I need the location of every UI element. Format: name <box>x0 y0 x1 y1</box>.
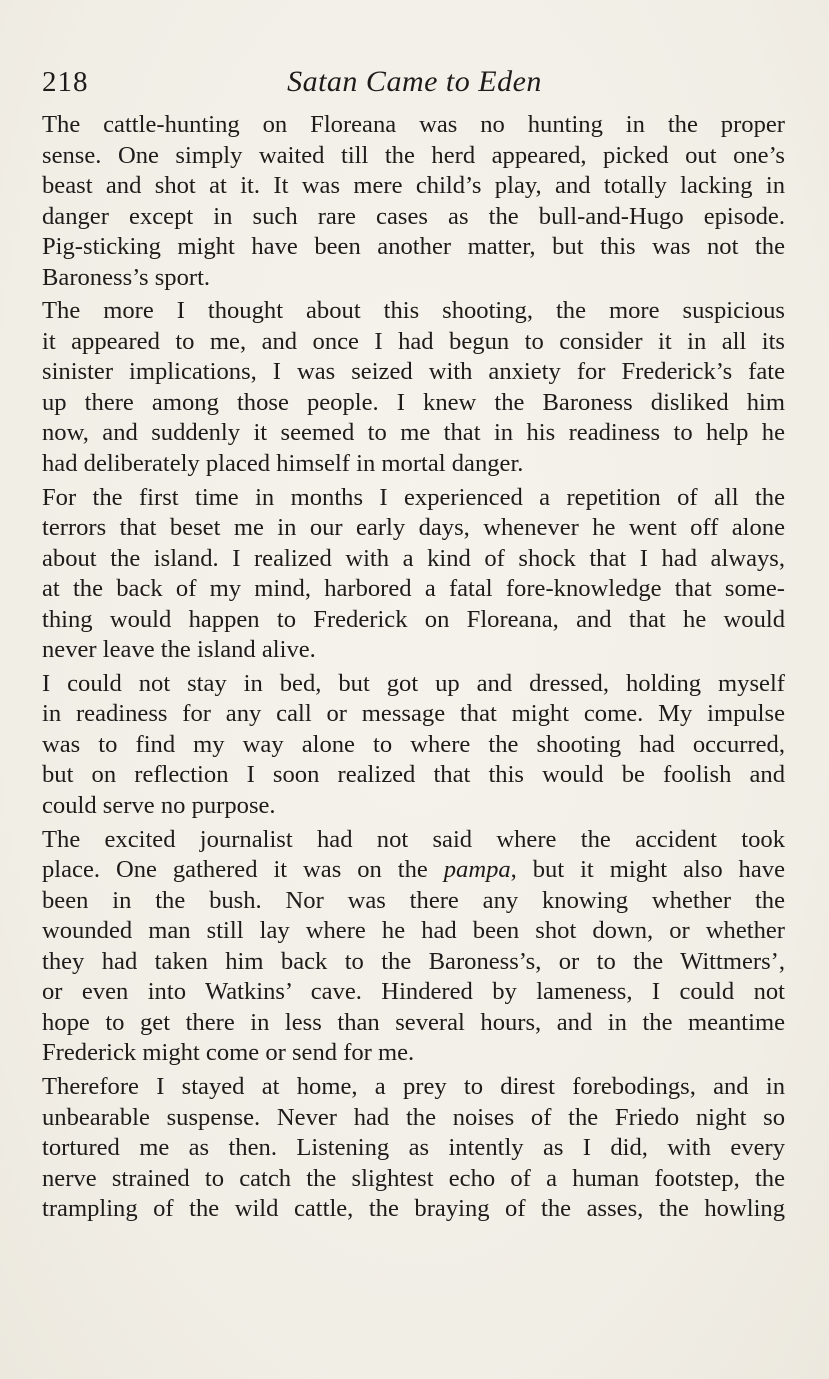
text-line: The more I thought about this shooting, the more suspicious <box>42 297 785 325</box>
text-line: now, and suddenly it seemed to me that in his readiness to help he <box>42 419 785 447</box>
text-line: sense. One simply waited till the herd appeared, picked out one’s <box>42 141 785 169</box>
text-line: they had taken him back to the Baroness’s, or to the Wittmers’, <box>42 947 785 975</box>
text-line-with-italic <box>42 855 785 886</box>
text-line: never leave the island alive. <box>42 636 316 664</box>
paragraph-5 <box>42 825 785 1069</box>
text-line: about the island. I realized with a kind of shock that I had always, <box>42 544 785 572</box>
text-line: had deliberately placed himself in mortal danger. <box>42 450 524 478</box>
paragraph-4 <box>42 669 785 822</box>
text-line: hope to get there in less than several hours, and in the meantime <box>42 1008 785 1036</box>
paragraph-1 <box>42 110 785 293</box>
text-line: up there among those people. I knew the Baroness disliked him <box>42 388 785 416</box>
text-line: For the first time in months I experienced a repetition of all the <box>42 483 785 511</box>
italic-term: pampa <box>443 856 511 884</box>
text-segment: place. One gathered it was on the <box>42 856 444 884</box>
text-line: been in the bush. Nor was there any knowing whether the <box>42 886 785 914</box>
text-line: nerve strained to catch the slightest echo of a human footstep, the <box>42 1164 785 1192</box>
text-line: in readiness for any call or message that might come. My impulse <box>42 700 785 728</box>
text-line: sinister implications, I was seized with anxiety for Frederick’s fate <box>42 358 785 386</box>
body-text <box>42 110 785 1225</box>
page-header <box>42 62 787 102</box>
text-line: Frederick might come or send for me. <box>42 1039 415 1067</box>
text-line: or even into Watkins’ cave. Hindered by lameness, I could not <box>42 978 785 1006</box>
text-line: Therefore I stayed at home, a prey to direst forebodings, and in <box>42 1072 785 1100</box>
paragraph-3 <box>42 483 785 666</box>
paragraph-6 <box>42 1072 785 1225</box>
text-line: unbearable suspense. Never had the noises of the Friedo night so <box>42 1103 785 1131</box>
text-line: terrors that beset me in our early days, whenever he went off alone <box>42 514 785 542</box>
text-line: tortured me as then. Listening as intently as I did, with every <box>42 1134 785 1162</box>
text-line: danger except in such rare cases as the bull-and-Hugo episode. <box>42 202 785 230</box>
text-line: trampling of the wild cattle, the braying of the asses, the howling <box>42 1195 785 1223</box>
text-line: at the back of my mind, harbored a fatal fore-knowledge that some- <box>42 575 785 603</box>
text-line: The excited journalist had not said where the accident took <box>42 825 785 853</box>
text-line: was to find my way alone to where the shooting had occurred, <box>42 730 785 758</box>
text-line: I could not stay in bed, but got up and dressed, holding myself <box>42 669 785 697</box>
text-line: beast and shot at it. It was mere child’s play, and totally lacking in <box>42 172 785 200</box>
text-line: but on reflection I soon realized that this would be foolish and <box>42 761 785 789</box>
text-line: thing would happen to Frederick on Floreana, and that he would <box>42 605 785 633</box>
paragraph-2 <box>42 296 785 479</box>
text-line: it appeared to me, and once I had begun to consider it in all its <box>42 327 785 355</box>
text-line: Baroness’s sport. <box>42 263 211 291</box>
running-title: Satan Came to Eden <box>287 65 542 98</box>
text-line: could serve no purpose. <box>42 792 276 820</box>
page-number: 218 <box>42 66 89 98</box>
text-line: wounded man still lay where he had been shot down, or whether <box>42 917 785 945</box>
text-segment: , but it might also have <box>510 856 785 884</box>
text-line: The cattle-hunting on Floreana was no hunting in the proper <box>42 111 785 138</box>
text-line: Pig-sticking might have been another matter, but this was not the <box>42 233 785 261</box>
